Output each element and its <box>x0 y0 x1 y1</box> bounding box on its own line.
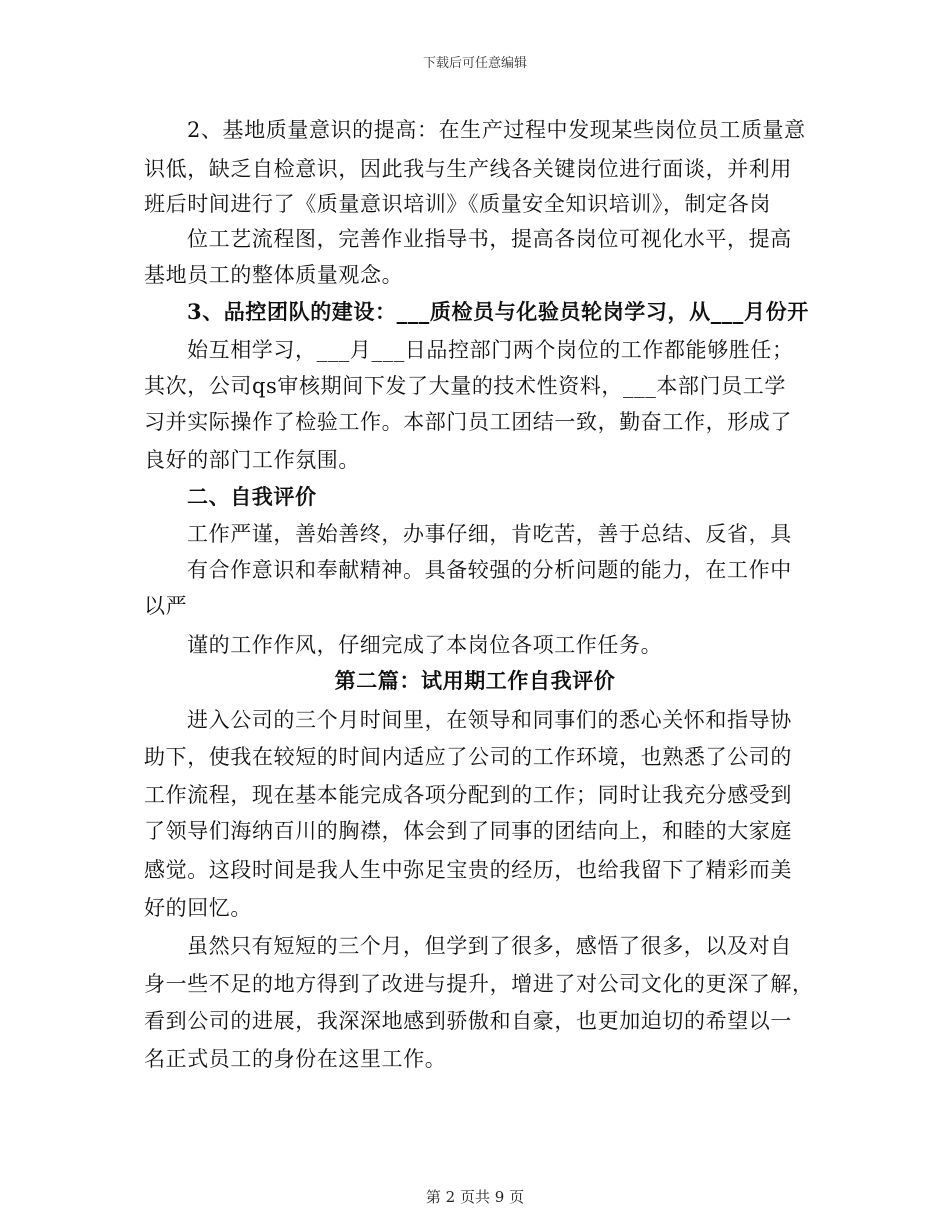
text-line: 谨的工作作风，仔细完成了本岗位各项工作任务。 <box>187 633 663 657</box>
text-line: 位工艺流程图，完善作业指导书，提高各岗位可视化水平，提高 <box>187 227 792 251</box>
text-line: 习并实际操作了检验工作。本部门员工团结一致，勤奋工作，形成了 <box>144 410 792 434</box>
text-line: 识低，缺乏自检意识，因此我与生产线各关键岗位进行面谈，并利用 <box>144 157 792 181</box>
text-line: 好的回忆。 <box>144 896 252 920</box>
text-line: 2、基地质量意识的提高：在生产过程中发现某些岗位员工质量意 <box>187 118 806 142</box>
page-header: 下载后可任意编辑 <box>422 56 527 71</box>
text-line: 班后时间进行了《质量意识培训》《质量安全知识培训》，制定各岗 <box>144 192 771 216</box>
text-line: 进入公司的三个月时间里，在领导和同事们的悉心关怀和指导协 <box>187 708 792 732</box>
text-line: 虽然只有短短的三个月，但学到了很多，感悟了很多，以及对自 <box>187 934 792 958</box>
text-line: 看到公司的进展，我深深地感到骄傲和自豪，也更加迫切的希望以一 <box>144 1009 792 1033</box>
text-line: 身一些不足的地方得到了改进与提升，增进了对公司文化的更深了解， <box>144 972 814 996</box>
chapter-title: 第二篇：试用期工作自我评价 <box>334 668 616 693</box>
text-line: 有合作意识和奉献精神。具备较强的分析问题的能力，在工作中 <box>187 558 792 582</box>
text-line: 良好的部门工作氛围。 <box>144 448 360 472</box>
section-heading-3: 3、品控团队的建设：___质检员与化验员轮岗学习，从___月份开 <box>187 299 809 324</box>
text-line: 以严 <box>144 594 188 618</box>
text-line: 感觉。这段时间是我人生中弥足宝贵的经历，也给我留下了精彩而美 <box>144 858 792 882</box>
text-line: 其次，公司qs审核期间下发了大量的技术性资料，___本部门员工学 <box>144 374 786 398</box>
text-line: 工作严谨，善始善终，办事仔细，肯吃苦，善于总结、反省，具 <box>187 522 792 546</box>
text-line: 名正式员工的身份在这里工作。 <box>144 1047 447 1071</box>
text-line: 始互相学习，___月___日品控部门两个岗位的工作都能够胜任； <box>187 338 794 362</box>
text-line: 基地员工的整体质量观念。 <box>144 263 404 287</box>
text-line: 了领导们海纳百川的胸襟，体会到了同事的团结向上，和睦的大家庭 <box>144 819 792 843</box>
text-line: 助下，使我在较短的时间内适应了公司的工作环境，也熟悉了公司的 <box>144 745 792 769</box>
text-line: 工作流程，现在基本能完成各项分配到的工作；同时让我充分感受到 <box>144 783 792 807</box>
section-heading-self-evaluation: 二、自我评价 <box>187 484 317 509</box>
page-number: 第 2 页共 9 页 <box>425 1188 525 1206</box>
